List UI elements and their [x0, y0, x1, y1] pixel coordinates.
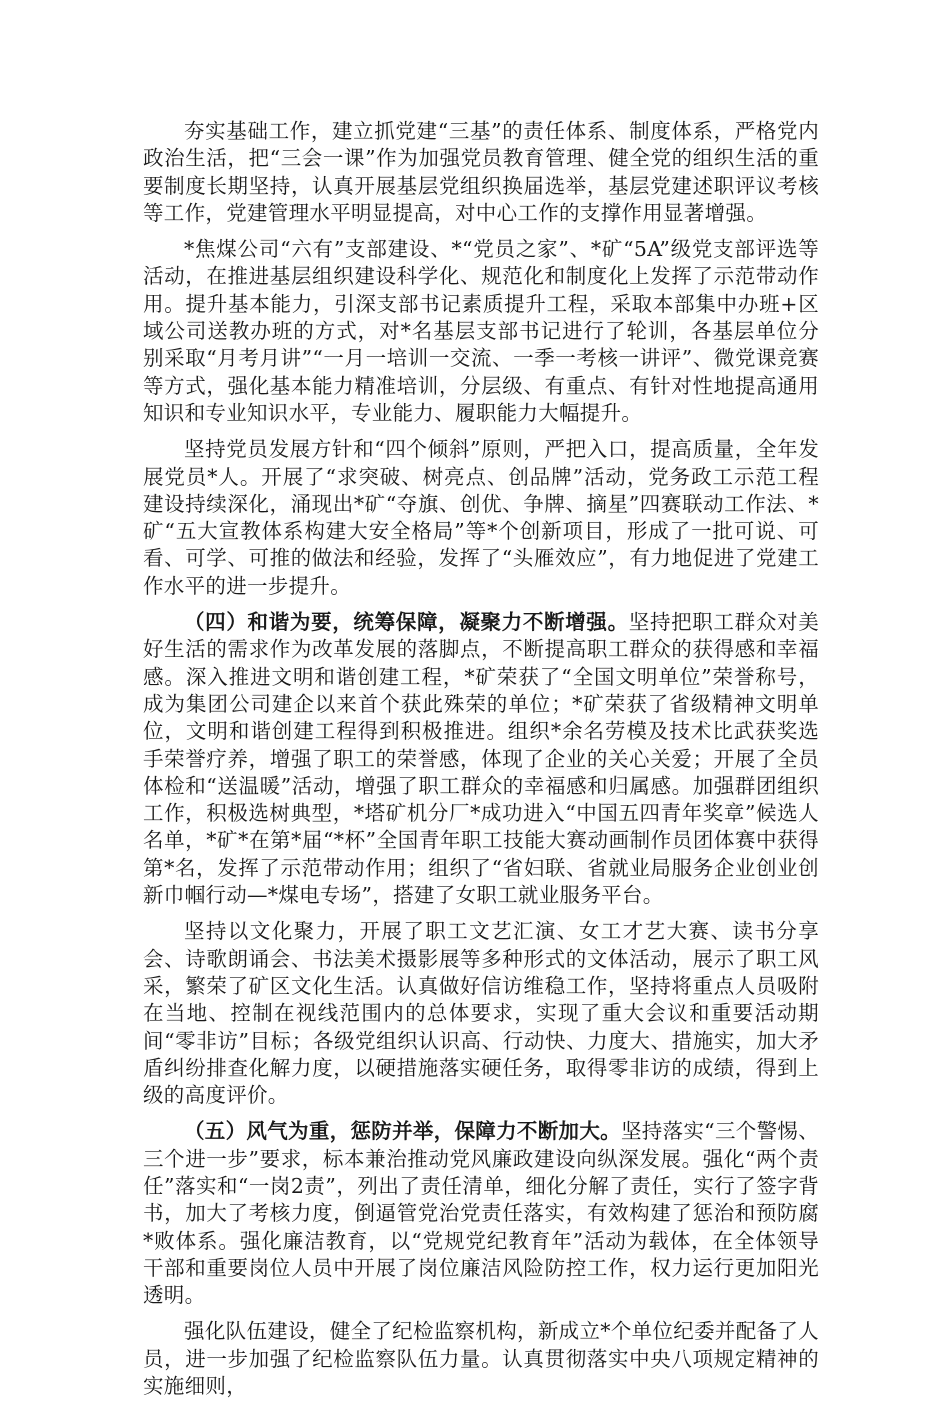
paragraph-3 [143, 436, 819, 600]
section-heading-4: （四）和谐为要，统筹保障，凝聚力不断增强。 [184, 610, 629, 635]
paragraph-5 [143, 918, 819, 1109]
document-body [143, 118, 819, 1409]
paragraph-1 [143, 118, 819, 227]
paragraph-text: 坚持落实“三个警惕、三个进一步”要求，标本兼治推动党风廉政建设向纵深发展。强化“两个责任”落实和“一岗2责”，列出了责任清单，细化分解了责任，实行了签字背书，加大了考核力度，倒逼管党治党责任落实，有效构建了惩治和预防腐*败体系。强化廉洁教育，以“党规党纪教育年”活动为载体，在全体领导干部和重要岗位人员中开展了岗位廉洁风险防控工作，权力运行更加阳光透明。 [143, 1119, 819, 1308]
section-heading-5: （五）风气为重，惩防并举，保障力不断加大。 [184, 1119, 621, 1144]
paragraph-text: 强化队伍建设，健全了纪检监察机构，新成立*个单位纪委并配备了人员，进一步加强了纪检监察队伍力量。认真贯彻落实中央八项规定精神的实施细则， [143, 1319, 819, 1399]
paragraph-text: 坚持把职工群众对美好生活的需求作为改革发展的落脚点，不断提高职工群众的获得感和幸福感。深入推进文明和谐创建工程，*矿荣获了“全国文明单位”荣誉称号，成为集团公司建企以来首个获此殊荣的单位；*矿荣获了省级精神文明单位，文明和谐创建工程得到积极推进。组织*余名劳模及技术比武获奖选手荣誉疗养，增强了职工的荣誉感，体现了企业的关心关爱；开展了全员体检和“送温暖”活动，增强了职工群众的幸福感和归属感。加强群团组织工作，积极选树典型，*塔矿机分厂*成功进入“中国五四青年奖章”候选人名单，*矿*在第*届“*杯”全国青年职工技能大赛动画制作员团体赛中获得第*名，发挥了示范带动作用；组织了“省妇联、省就业局服务企业创业创新巾帼行动—*煤电专场”，搭建了女职工就业服务平台。 [143, 610, 819, 908]
paragraph-2 [143, 236, 819, 427]
paragraph-7 [143, 1318, 819, 1400]
paragraph-text: 坚持党员发展方针和“四个倾斜”原则，严把入口，提高质量，全年发展党员*人。开展了“求突破、树亮点、创品牌”活动，党务政工示范工程建设持续深化，涌现出*矿“夺旗、创优、争牌、摘星”四赛联动工作法、*矿“五大宣教体系构建大安全格局”等*个创新项目，形成了一批可说、可看、可学、可推的做法和经验，发挥了“头雁效应”，有力地促进了党建工作水平的进一步提升。 [143, 437, 819, 598]
paragraph-text: 坚持以文化聚力，开展了职工文艺汇演、女工才艺大赛、读书分享会、诗歌朗诵会、书法美术摄影展等多种形式的文体活动，展示了职工风采，繁荣了矿区文化生活。认真做好信访维稳工作，坚持将重点人员吸附在当地、控制在视线范围内的总体要求，实现了重大会议和重要活动期间“零非访”目标；各级党组织认识高、行动快、力度大、措施实，加大矛盾纠纷排查化解力度，以硬措施落实硬任务，取得零非访的成绩，得到上级的高度评价。 [143, 919, 819, 1108]
paragraph-text: 夯实基础工作，建立抓党建“三基”的责任体系、制度体系，严格党内政治生活，把“三会一课”作为加强党员教育管理、健全党的组织生活的重要制度长期坚持，认真开展基层党组织换届选举，基层党建述职评议考核等工作，党建管理水平明显提高，对中心工作的支撑作用显著增强。 [143, 119, 819, 225]
paragraph-4 [143, 609, 819, 909]
paragraph-6 [143, 1118, 819, 1309]
paragraph-text: *焦煤公司“六有”支部建设、*“党员之家”、*矿“5A”级党支部评选等活动，在推进基层组织建设科学化、规范化和制度化上发挥了示范带动作用。提升基本能力，引深支部书记素质提升工程，采取本部集中办班+区域公司送教办班的方式，对*名基层支部书记进行了轮训，各基层单位分别采取“月考月讲”“一月一培训一交流、一季一考核一讲评”、微党课竞赛等方式，强化基本能力精准培训，分层级、有重点、有针对性地提高通用知识和专业知识水平，专业能力、履职能力大幅提升。 [143, 237, 819, 425]
